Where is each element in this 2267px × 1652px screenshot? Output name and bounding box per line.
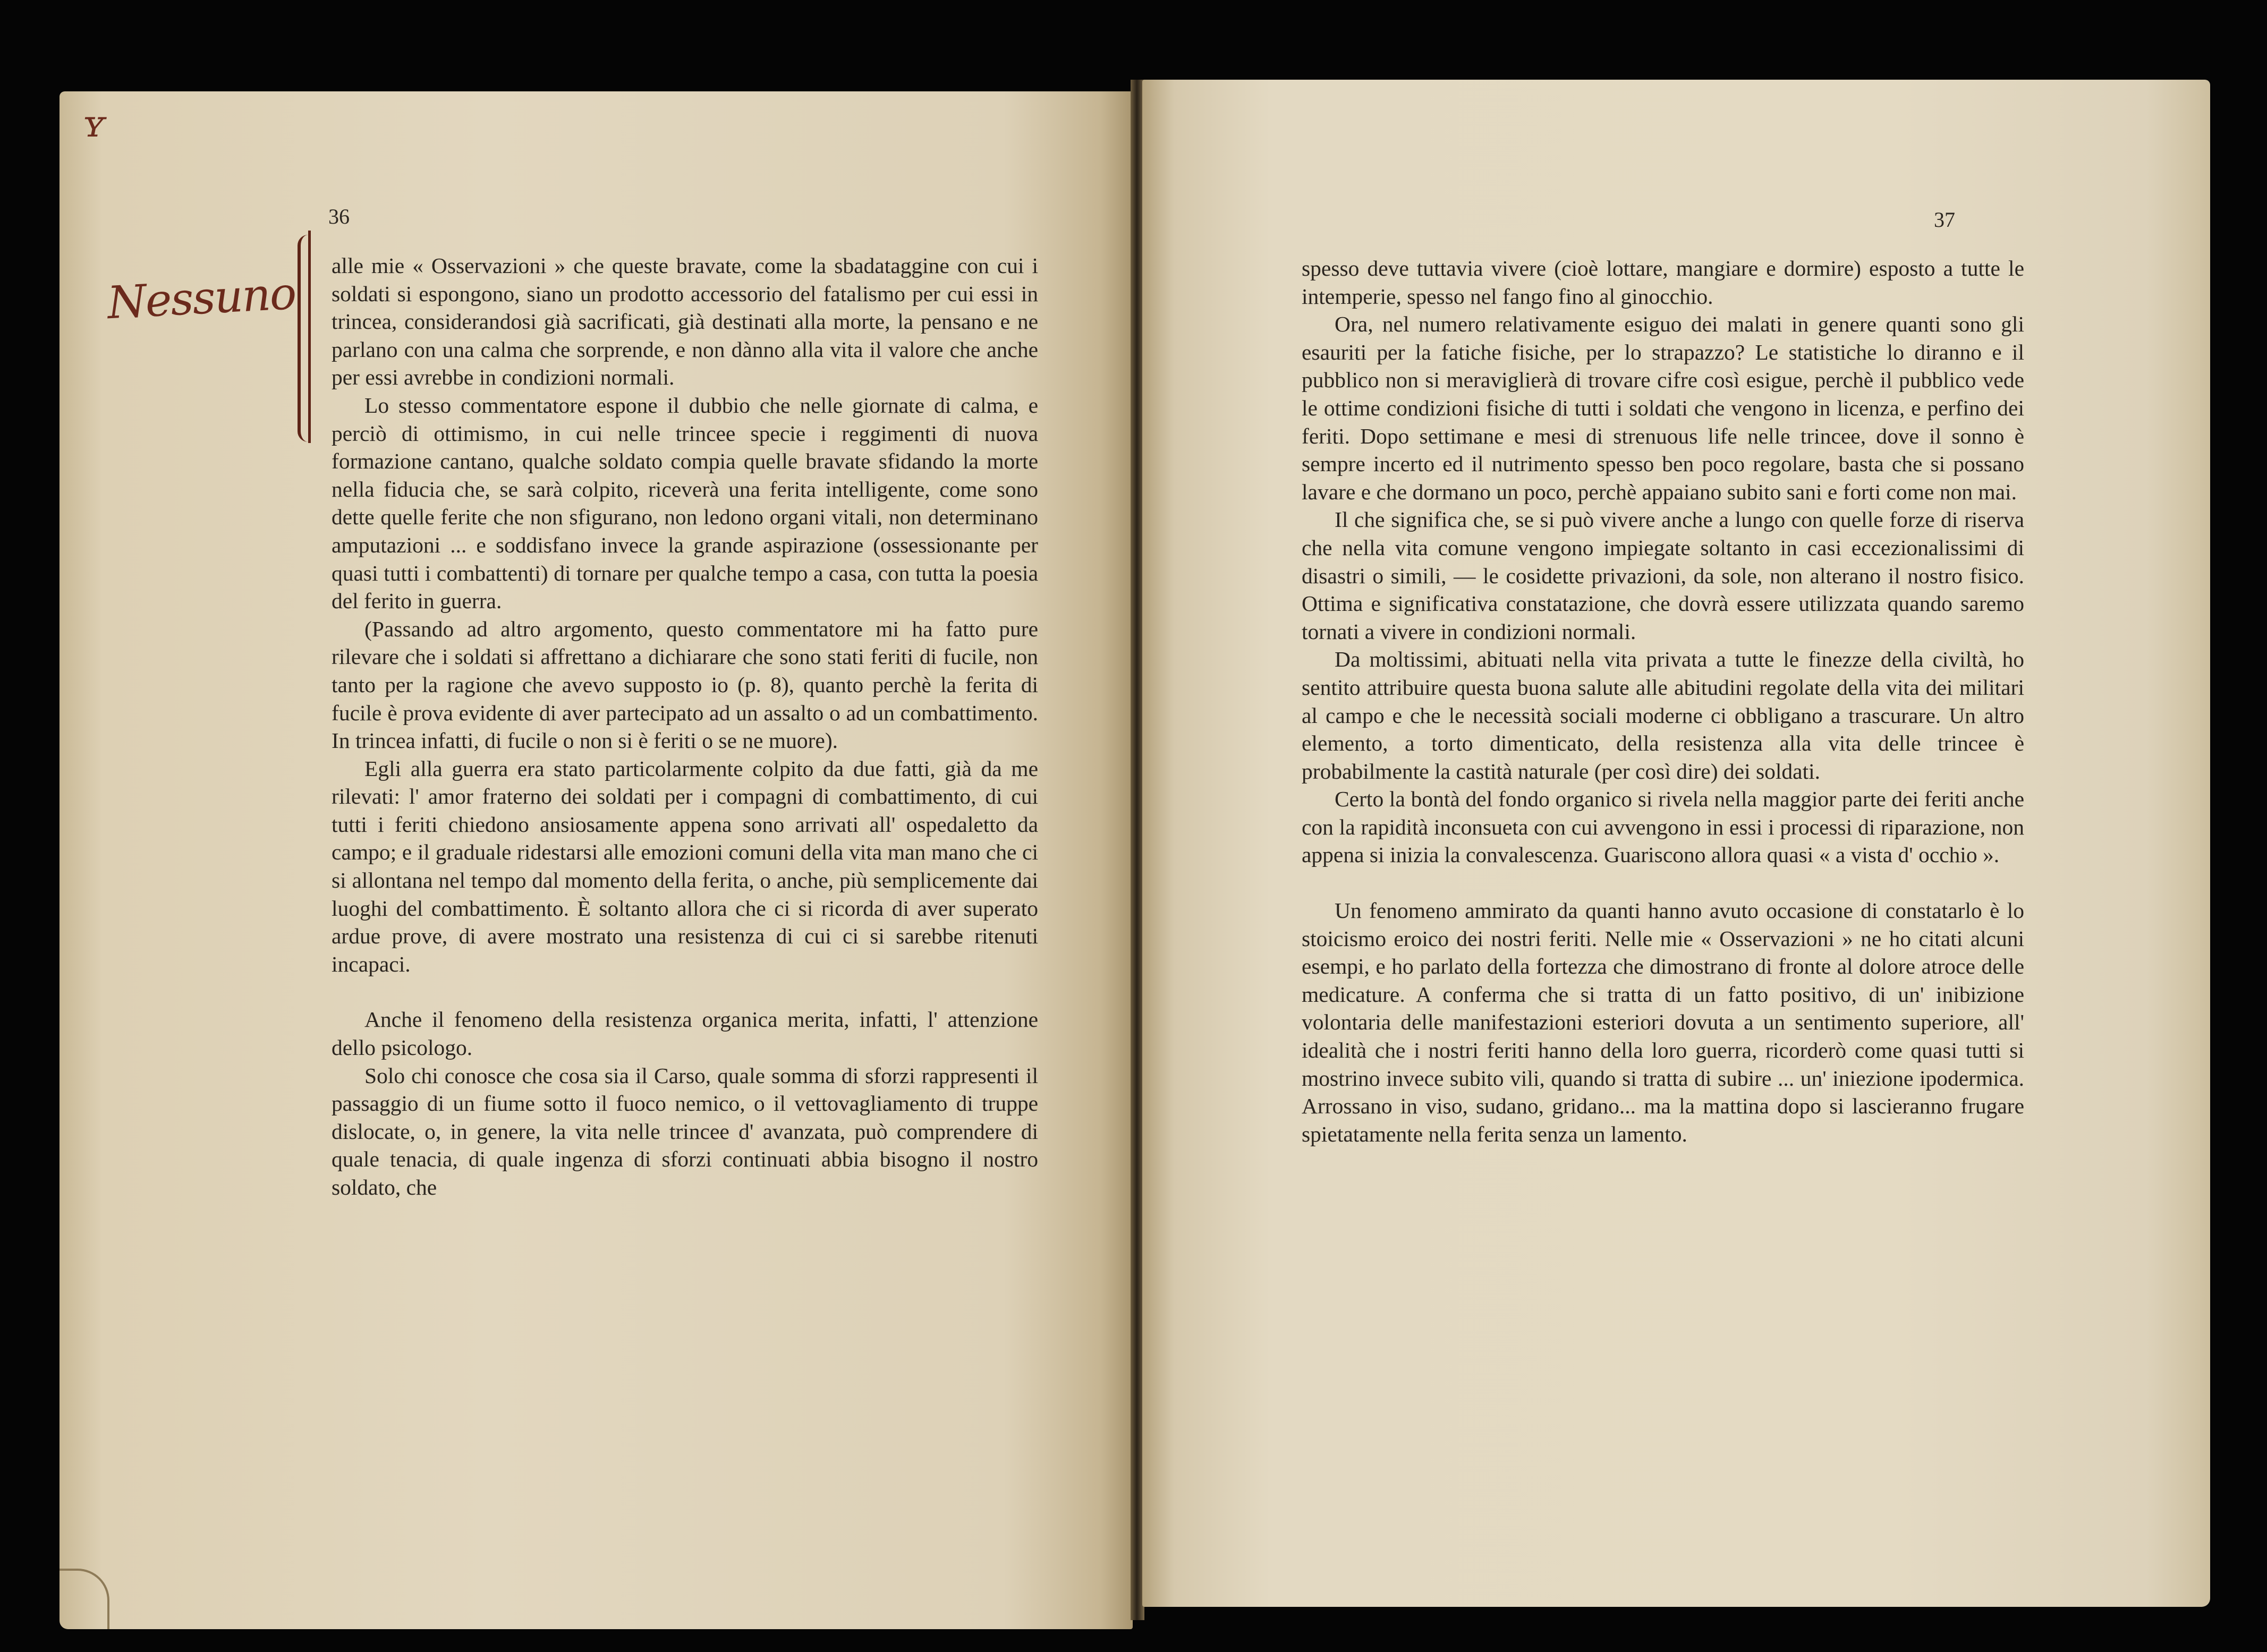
- page-number-right: 37: [1934, 208, 1955, 232]
- paragraph: spesso deve tuttavia vivere (cioè lottare, mangiare e dormire) esposto a tutte le intemperie, spesso nel fango fino al ginocchio.: [1302, 256, 2024, 309]
- page-number-left: 36: [328, 205, 350, 228]
- paragraph: (Passando ad altro argomento, questo commentatore mi ha fatto pure rilevare che i soldati si affrettano a dichiarare che sono stati feriti di fucile, non tanto per la ragione che avevo supposto io (p. 8), quanto perchè la ferita di fucile è prova evidente di aver partecipato ad un assalto o ad un combattimento. In trincea infatti, di fucile o non si è feriti o se ne muore).: [332, 616, 1038, 753]
- paragraph: Anche il fenomeno della resistenza organica merita, infatti, l' attenzione dello psicologo.: [332, 1007, 1038, 1060]
- left-page: [60, 91, 1133, 1629]
- paragraph: Certo la bontà del fondo organico si rivela nella maggior parte dei feriti anche con la rapidità inconsueta con cui avvengono in essi i processi di riparazione, non appena si inizia la convalescenza. Guariscono allora quasi « a vista d' occhio ».: [1302, 787, 2024, 867]
- right-page: [1142, 80, 2210, 1607]
- paragraph: Da moltissimi, abituati nella vita privata a tutte le finezze della civiltà, ho sentito attribuire questa buona salute alle abitudini regolate della vita dei militari al campo e che le necessità sociali moderne ci obbligano a trascurare. Un altro elemento, a torto dimenticato, della resistenza alla vita delle trincee è probabilmente la castità naturale (per così dire) dei soldati.: [1302, 647, 2024, 784]
- top-corner-mark: ʏ: [82, 102, 106, 146]
- paragraph: Il che significa che, se si può vivere anche a lungo con quelle forze di riserva che nella vita comune vengono impiegate soltanto in casi eccezionalissimi di disastri o simili, — le cosidette privazioni, da sole, non alterano il nostro fisico. Ottima e significativa constatazione, che dovrà essere utilizzata quando saremo tornati a vivere in condizioni normali.: [1302, 507, 2024, 644]
- handwritten-margin-note: Nessuno: [106, 267, 297, 329]
- paragraph: Egli alla guerra era stato particolarmente colpito da due fatti, già da me rilevati: l' amor fraterno dei soldati per i compagni di combattimento, di cui tutti i feriti chiedono ansiosamente appena sono arrivati all' ospedaletto da campo; e il graduale ridestarsi alle emozioni comuni della vita man mano che ci si allontana nel tempo dal momento della ferita, o anche, più semplicemente dai luoghi del combattimento. È soltanto allora che ci si ricorda di aver superato ardue prove, di avere mostrato una resistenza di cui ci si sarebbe ritenuti incapaci.: [332, 756, 1038, 976]
- right-page-text: [1302, 254, 2024, 1148]
- page-corner-fold: [60, 1569, 109, 1629]
- paragraph: alle mie « Osservazioni » che queste bravate, come la sbadataggine con cui i soldati si espongono, siano un prodotto accessorio del fatalismo per cui essi in trincea, considerandosi già sacrificati, già destinati alla morte, la pensano e ne parlano con una calma che sorprende, e non dànno alla vita il valore che anche per essi avrebbe in condizioni normali.: [332, 253, 1038, 390]
- margin-bracket-line: [308, 231, 316, 443]
- paragraph: Un fenomeno ammirato da quanti hanno avuto occasione di constatarlo è lo stoicismo eroico dei nostri feriti. Nelle mie « Osservazioni » ne ho citati alcuni esempi, e ho parlato della fortezza che dimostrano di fronte al dolore atroce delle medicature. A conferma che si tratta di un fatto positivo, di un' inibizione volontaria delle manifestazioni esteriori dovuta a un sentimento superiore, all' idealità che i nostri feriti hanno della loro guerra, ricorderò come quasi tutti si mostrino invece subito vili, quando si tratta di subire ... un' iniezione ipodermica. Arrossano in viso, sudano, gridano... ma la mattina dopo si lascieranno frugare spietatamente nella ferita senza un lamento.: [1302, 898, 2024, 1146]
- paragraph: Solo chi conosce che cosa sia il Carso, quale somma di sforzi rappresenti il passaggio di un fiume sotto il fuoco nemico, o il vettovagliamento di truppe dislocate, o, in genere, la vita nelle trincee d' avanzata, può comprendere di quale tenacia, di quale ingenza di sforzi continuati abbia bisogno il nostro soldato, che: [332, 1063, 1038, 1199]
- paragraph: Lo stesso commentatore espone il dubbio che nelle giornate di calma, e perciò di ottimismo, in cui nelle trincee specie i reggimenti di nuova formazione cantano, qualche soldato compia quelle bravate sfidando la morte nella fiducia che, se sarà colpito, riceverà una ferita intelligente, come sono dette quelle ferite che non sfigurano, non ledono organi vitali, non determinano amputazioni ... e soddisfano invece la grande aspirazione (ossessionante per quasi tutti i combattenti) di tornare per qualche tempo a casa, con tutta la poesia del ferito in guerra.: [332, 393, 1038, 614]
- paragraph: Ora, nel numero relativamente esiguo dei malati in genere quanti sono gli esauriti per la fatiche fisiche, per lo strapazzo? Le statistiche lo diranno e il pubblico non si meraviglierà di trovare cifre così esigue, perchè il pubblico vede le ottime condizioni fisiche di tutti i soldati che vengono in licenza, e perfino dei feriti. Dopo settimane e mesi di strenuous life nelle trincee, dove il sonno è sempre incerto ed il nutrimento spesso ben poco regolare, basta che si possano lavare e che dormano un poco, perchè appaiano subito sani e forti come non mai.: [1302, 312, 2024, 504]
- left-page-text: [332, 252, 1038, 1202]
